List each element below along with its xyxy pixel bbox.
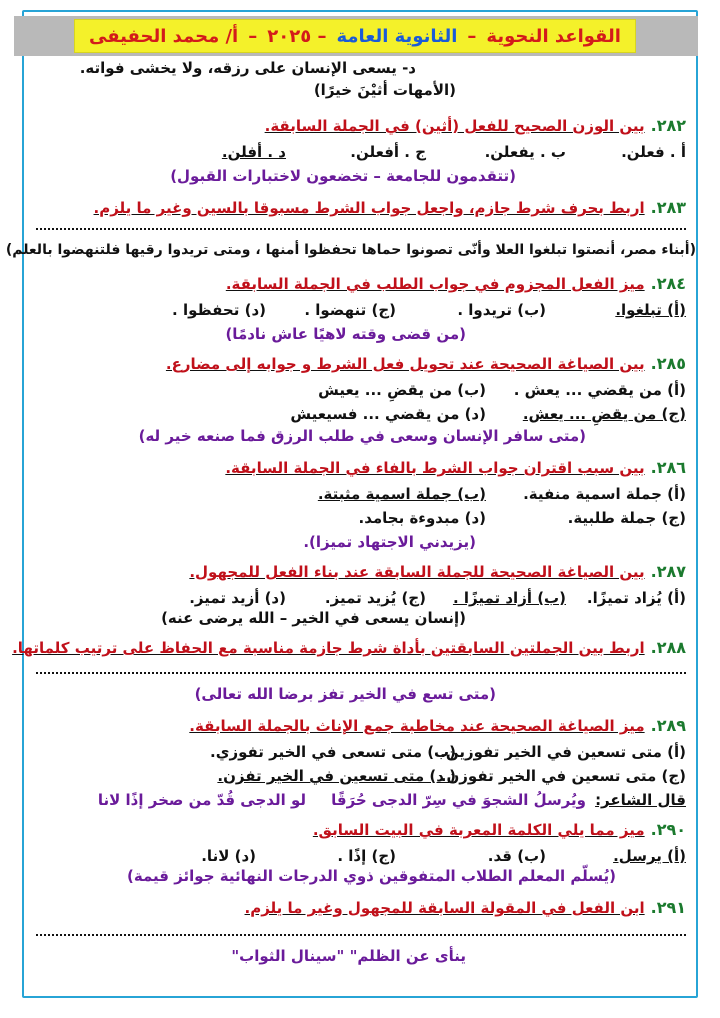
choice-b[interactable]: (ب) من يقضِ ... يعيش (318, 381, 486, 399)
choice-c[interactable]: (ج) يُزيد تميز. (324, 589, 426, 607)
choice-a[interactable]: (أ) متى تسعين في الخير تفوزين. (440, 743, 686, 761)
header-subject: القواعد النحوية (486, 25, 621, 47)
question-text: بين سبب اقتران جواب الشرط بالفاء في الجملة السابقة. (225, 459, 645, 477)
answer-line (36, 228, 686, 230)
question-text: ميز مما يلي الكلمة المعربة في البيت السابق. (312, 821, 645, 839)
question-text: بين الصياغة الصحيحة للجملة السابقة عند بناء الفعل للمجهول. (189, 563, 645, 581)
choice-a[interactable]: (أ) يرسل. (613, 847, 686, 865)
answer-line (36, 672, 686, 674)
choice-b[interactable]: ب . يفعلن. (484, 143, 566, 161)
question-number: ٢٨٥. (650, 354, 686, 373)
choice-c[interactable]: (ج) متى تسعين في الخير تفوزن. (440, 767, 686, 785)
example-282: (تتقدمون للجامعة – تخضعون لاختبارات القبول) (170, 167, 516, 185)
answer-line (36, 934, 686, 936)
question-number: ٢٩٠. (650, 820, 686, 839)
footer-quote: ينأى عن الظلم" "سينال الثواب" (231, 947, 466, 965)
question-text: اربط بين الجملتين السابقتين بأداة شرط جازمة مناسبة مع الحفاظ على ترتيب كلماتها. (12, 639, 645, 657)
example-290: (يُسلّم المعلم الطلاب المتفوقين ذوي الدرجات النهائية جوائز قيمة) (127, 867, 616, 885)
choice-c[interactable]: (ج) تنهضوا . (304, 301, 396, 319)
choice-a[interactable]: (أ) يُزاد تميزًا. (586, 589, 686, 607)
example-283: (أبناء مصر، أنصتوا تبلغوا العلا وأنّى تصونوا حماها تحفظوا أمنها ، ومتى تريدوا رقيها فلتنهضوا بالعلم) (5, 242, 696, 258)
top-line-1: د- يسعى الإنسان على رزقه، ولا يخشى فواته. (79, 59, 416, 77)
question-text: اربط بحرف شرط جازم، واجعل جواب الشرط مسبوقا بالسين وغير ما يلزم. (93, 199, 645, 217)
choice-d[interactable]: د . أفلن. (221, 143, 286, 161)
example-284: (من قضى وقته لاهيًا عاش نادمًا) (225, 325, 466, 343)
example-288: (متى تسع في الخير تفز برضا الله تعالى) (194, 685, 496, 703)
question-number: ٢٨٤. (650, 274, 686, 293)
choice-d[interactable]: (د) من يقضي ... فسيعيش (290, 405, 486, 423)
choice-b[interactable]: (ب) جملة اسمية مثبتة. (317, 485, 486, 503)
header-teacher: أ/ محمد الحفيفى (89, 25, 239, 47)
question-text: ميز الصياغة الصحيحة عند مخاطبة جمع الإناث بالجملة السابقة. (189, 717, 645, 735)
page-header (14, 16, 698, 56)
choice-c[interactable]: ج . أفعلن. (350, 143, 426, 161)
question-text: ميز الفعل المجزوم في جواب الطلب في الجملة السابقة. (225, 275, 645, 293)
verse-second-half: لو الدجى قُدّ من صخر إذًا لانا (97, 791, 306, 809)
choice-a[interactable]: أ . فعلن. (621, 143, 686, 161)
example-285: (متى سافر الإنسان وسعى في طلب الرزق فما صنعه خير له) (138, 427, 586, 445)
choice-a[interactable]: (أ) تبلغوا. (615, 301, 686, 319)
question-number: ٢٨٣. (650, 198, 686, 217)
question-number: ٢٨٦. (650, 458, 686, 477)
choice-a[interactable]: (أ) من يقضي ... يعش . (513, 381, 686, 399)
question-286 (225, 458, 686, 478)
question-287 (189, 562, 686, 582)
header-separator: – (467, 25, 477, 47)
question-282 (265, 116, 686, 136)
question-text: ابن الفعل في المقولة السابقة للمجهول وغير ما يلزم. (244, 899, 645, 917)
choice-b[interactable]: (ب) قد. (487, 847, 546, 865)
header-level: الثانوية العامة (336, 25, 458, 47)
question-288 (12, 638, 686, 658)
question-291 (245, 898, 686, 918)
question-text: بين الوزن الصحيح للفعل (أثين) في الجملة السابقة. (264, 117, 645, 135)
question-289 (189, 716, 686, 736)
choices-289 (46, 742, 686, 790)
choice-c[interactable]: (ج) جملة طلبية. (567, 509, 686, 527)
choice-b[interactable]: (ب) تريدوا . (457, 301, 546, 319)
header-year: – ٢٠٢٥ (267, 25, 327, 47)
question-284 (226, 274, 686, 294)
choice-d[interactable]: (د) لانا. (201, 847, 256, 865)
example-287: (إنسان يسعى في الخير – الله يرضى عنه) (161, 609, 466, 627)
choice-b[interactable]: (ب) متى تسعى في الخير تفوزي. (210, 743, 456, 761)
choice-d[interactable]: (د) أزيد تميز. (189, 589, 286, 607)
choices-286 (46, 484, 686, 532)
question-number: ٢٨٨. (650, 638, 686, 657)
choice-a[interactable]: (أ) جملة اسمية منفية. (523, 485, 686, 503)
question-285 (166, 354, 686, 374)
verse-first-half: ويُرسلُ الشجوَ في سِرّ الدجى حُرَقًا (331, 791, 586, 809)
example-286: (يزيدني الاجتهاد تميزا). (303, 533, 476, 551)
header-banner (74, 19, 636, 53)
header-separator-2: – (248, 25, 258, 47)
choice-d[interactable]: (د) مبدوءة بجامد. (358, 509, 486, 527)
choice-c[interactable]: (ج) من يقضِ ... يعش. (522, 405, 686, 423)
question-number: ٢٨٢. (650, 116, 686, 135)
choice-b[interactable]: (ب) أزاد تميزًا . (452, 589, 566, 607)
choice-d[interactable]: ( د) متى تسعين في الخير تفزن. (217, 767, 456, 785)
choice-c[interactable]: (ج) إذًا . (337, 847, 396, 865)
top-line-2: (الأمهات أثيْنَ خيرًا) (313, 81, 456, 99)
question-number: ٢٨٧. (650, 562, 686, 581)
question-290 (313, 820, 686, 840)
question-283 (94, 198, 686, 218)
choices-285 (46, 380, 686, 428)
question-number: ٢٩١. (650, 898, 686, 917)
poet-label: قال الشاعر: (595, 791, 686, 809)
question-text: بين الصياغة الصحيحة عند تحويل فعل الشرط و جوابه إلى مضارع. (165, 355, 645, 373)
question-number: ٢٨٩. (650, 716, 686, 735)
choice-d[interactable]: (د) تحفظوا . (172, 301, 266, 319)
